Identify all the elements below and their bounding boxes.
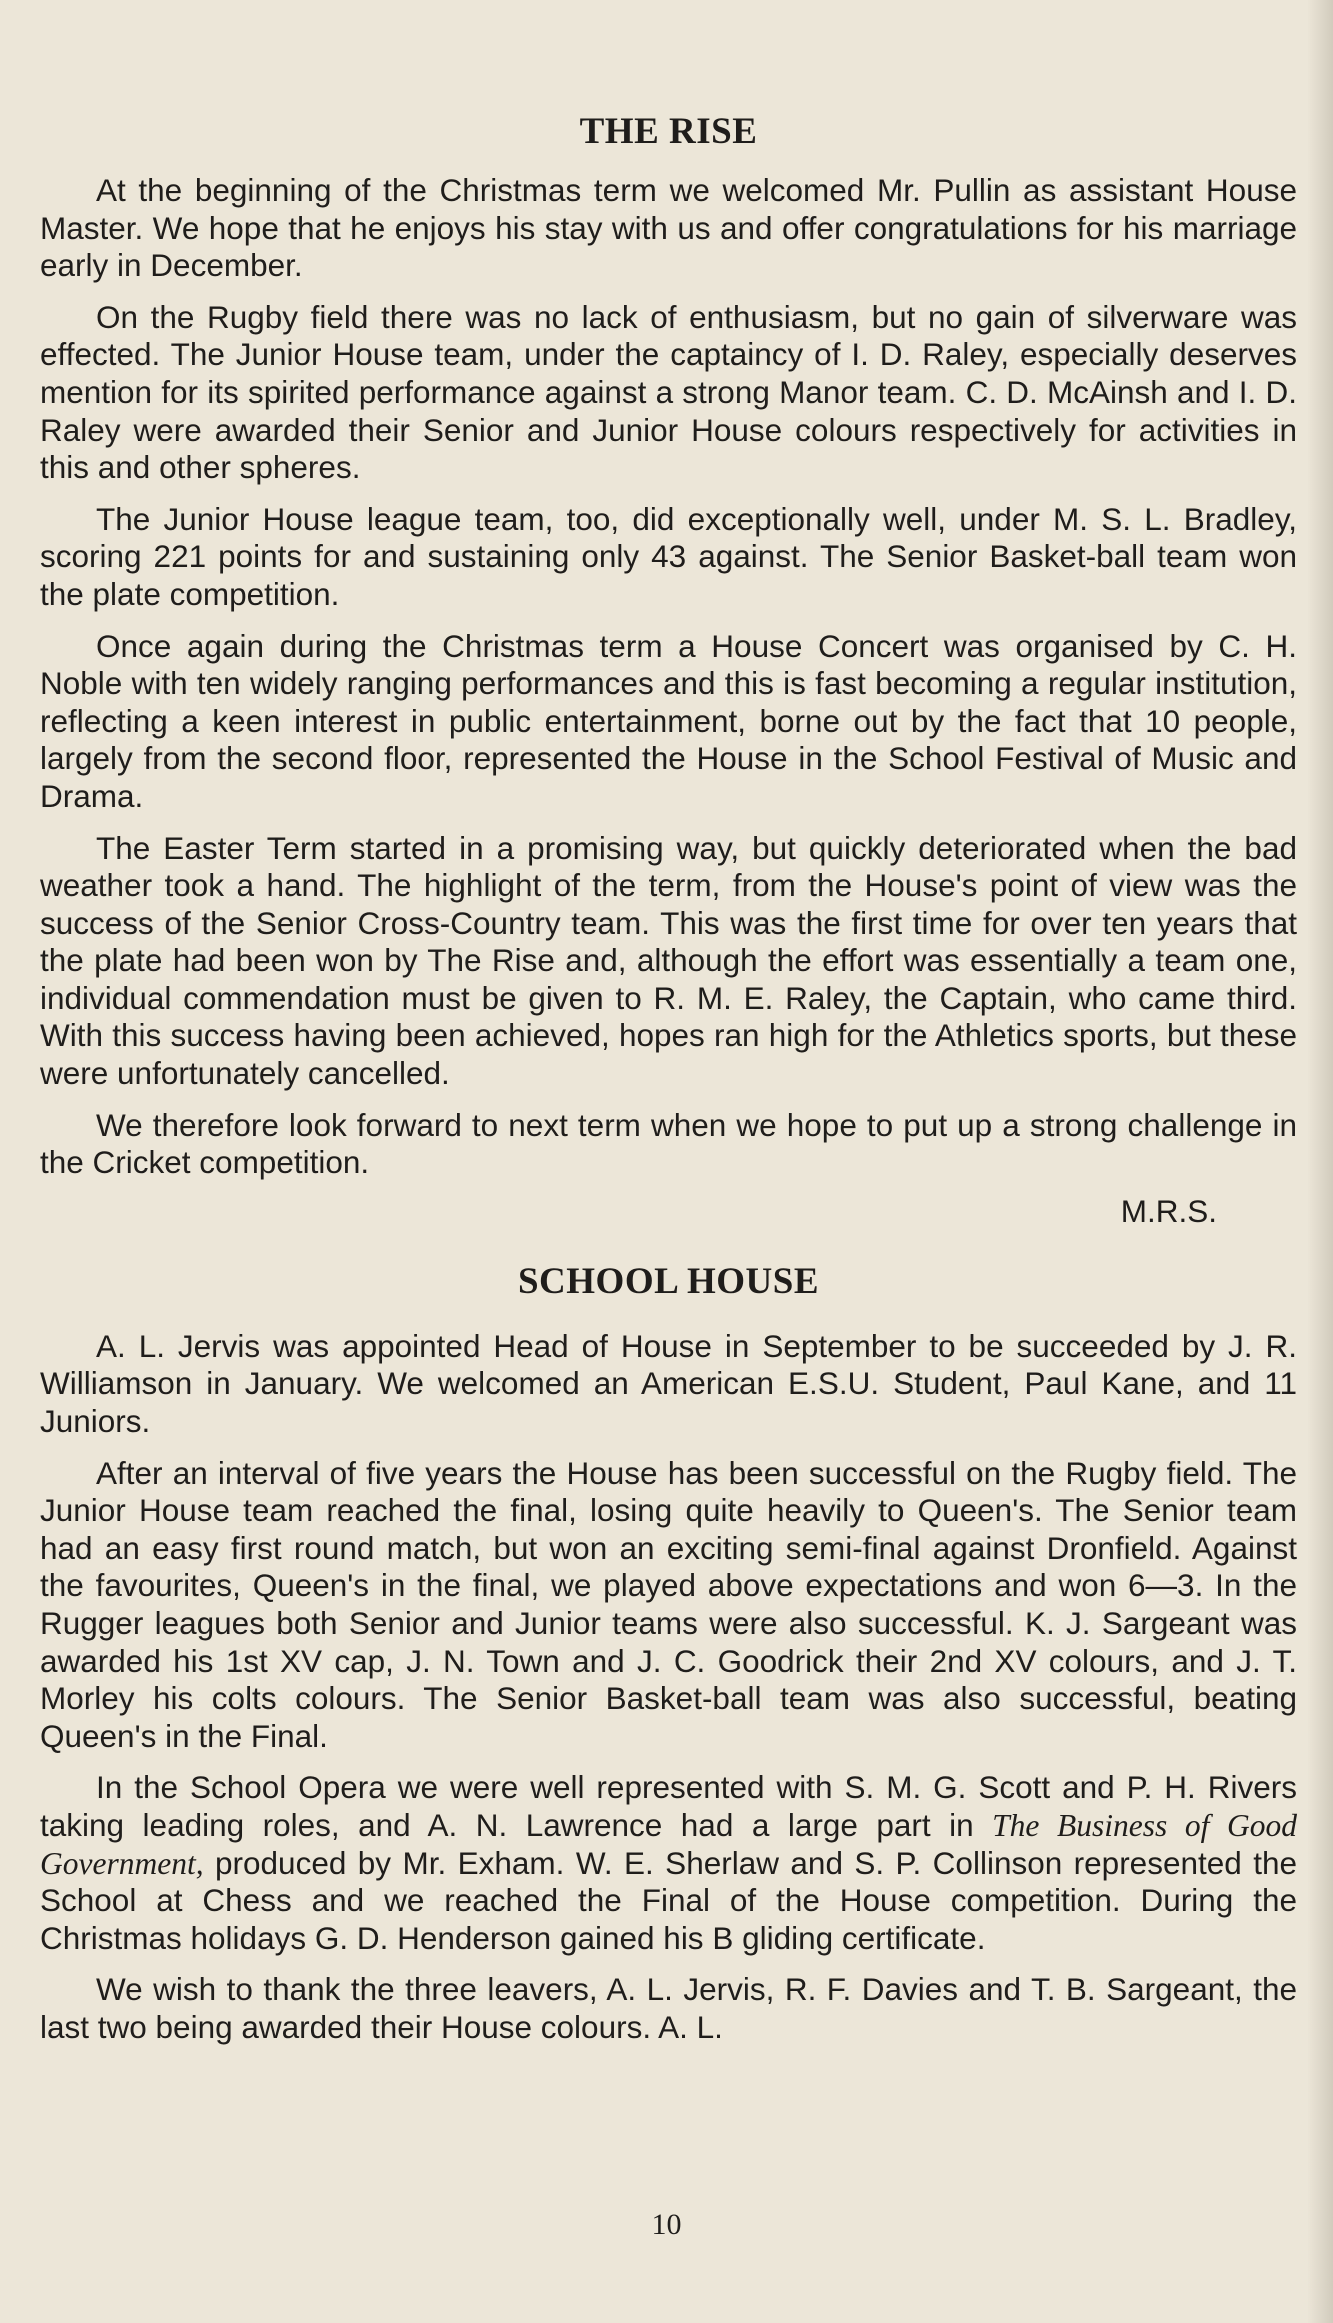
italic-title: The Business of Good Government, xyxy=(40,1807,1298,1881)
section-the-rise xyxy=(40,108,1297,1230)
section-school-house xyxy=(40,1258,1297,2047)
section-title-school-house: SCHOOL HOUSE xyxy=(517,1260,820,1302)
paragraph: We wish to thank the three leavers, A. L. Jervis, R. F. Davies and T. B. Sargeant, the last two being awarded their House colours. A. L. xyxy=(40,1971,1297,2045)
page-number: 10 xyxy=(651,2208,682,2241)
paragraph: After an interval of five years the House has been successful on the Rugby field. The Junior House team reached the final, losing quite heavily to Queen's. The Senior team had an easy first round match, but won an exciting semi-final against Dronfield. Against the favourites, Queen's in the final, we played above expectations and won 6—3. In the Rugger leagues both Senior and Junior teams were also successful. K. J. Sargeant was awarded his 1st XV cap, J. N. Town and J. C. Goodrick their 2nd XV colours, and J. T. Morley his colts colours. The Senior Basket-ball team was also successful, beating Queen's in the Final. xyxy=(40,1454,1297,1754)
paragraph-opera xyxy=(40,1769,1297,1957)
paragraph: On the Rugby field there was no lack of enthusiasm, but no gain of silverware was effected. The Junior House team, under the captaincy of I. D. Raley, especially deserves mention for its spirited performance against a strong Manor team. C. D. McAinsh and I. D. Raley were awarded their Senior and Junior House colours respectively for activities in this and other spheres. xyxy=(40,298,1297,486)
paragraph-text: In the School Opera we were well represented with S. M. G. Scott and P. H. Rivers taking leading roles, and A. N. Lawrence had a large part in xyxy=(40,1769,1297,1843)
paragraph: The Junior House league team, too, did exceptionally well, under M. S. L. Bradley, scoring 221 points for and sustaining only 43 against. The Senior Basket-ball team won the plate competition. xyxy=(40,500,1297,612)
section-title-the-rise: THE RISE xyxy=(579,111,758,152)
paragraph: A. L. Jervis was appointed Head of House in September to be succeeded by J. R. Williamson in January. We welcomed an American E.S.U. Student, Paul Kane, and 11 Juniors. xyxy=(40,1327,1297,1440)
paragraph: We therefore look forward to next term when we hope to put up a strong challenge in the Cricket competition. xyxy=(40,1106,1297,1181)
paragraph: The Easter Term started in a promising way, but quickly deteriorated when the bad weather took a hand. The highlight of the term, from the House's point of view was the success of the Senior Cross-Country team. This was the first time for over ten years that the plate had been won by The Rise and, although the effort was essentially a team one, individual commendation must be given to R. M. E. Raley, the Captain, who came third. With this success having been achieved, hopes ran high for the Athletics sports, but these were unfortunately cancelled. xyxy=(40,829,1297,1092)
author-initials: M.R.S. xyxy=(1120,1192,1217,1229)
paragraph: At the beginning of the Christmas term we welcomed Mr. Pullin as assistant House Master. We hope that he enjoys his stay with us and offer congratulations for his marriage early in December. xyxy=(40,172,1297,284)
paragraph: Once again during the Christmas term a House Concert was organised by C. H. Noble with ten widely ranging performances and this is fast becoming a regular institution, reflecting a keen interest in public entertainment, borne out by the fact that 10 people, largely from the second floor, represented the House in the School Festival of Music and Drama. xyxy=(40,627,1297,814)
paragraph-text: produced by Mr. Exham. W. E. Sherlaw and S. P. Collinson represented the School at Chess and we reached the Final of the House competition. During the Christmas holidays G. D. Henderson gained his B gliding certificate. xyxy=(40,1844,1297,1956)
